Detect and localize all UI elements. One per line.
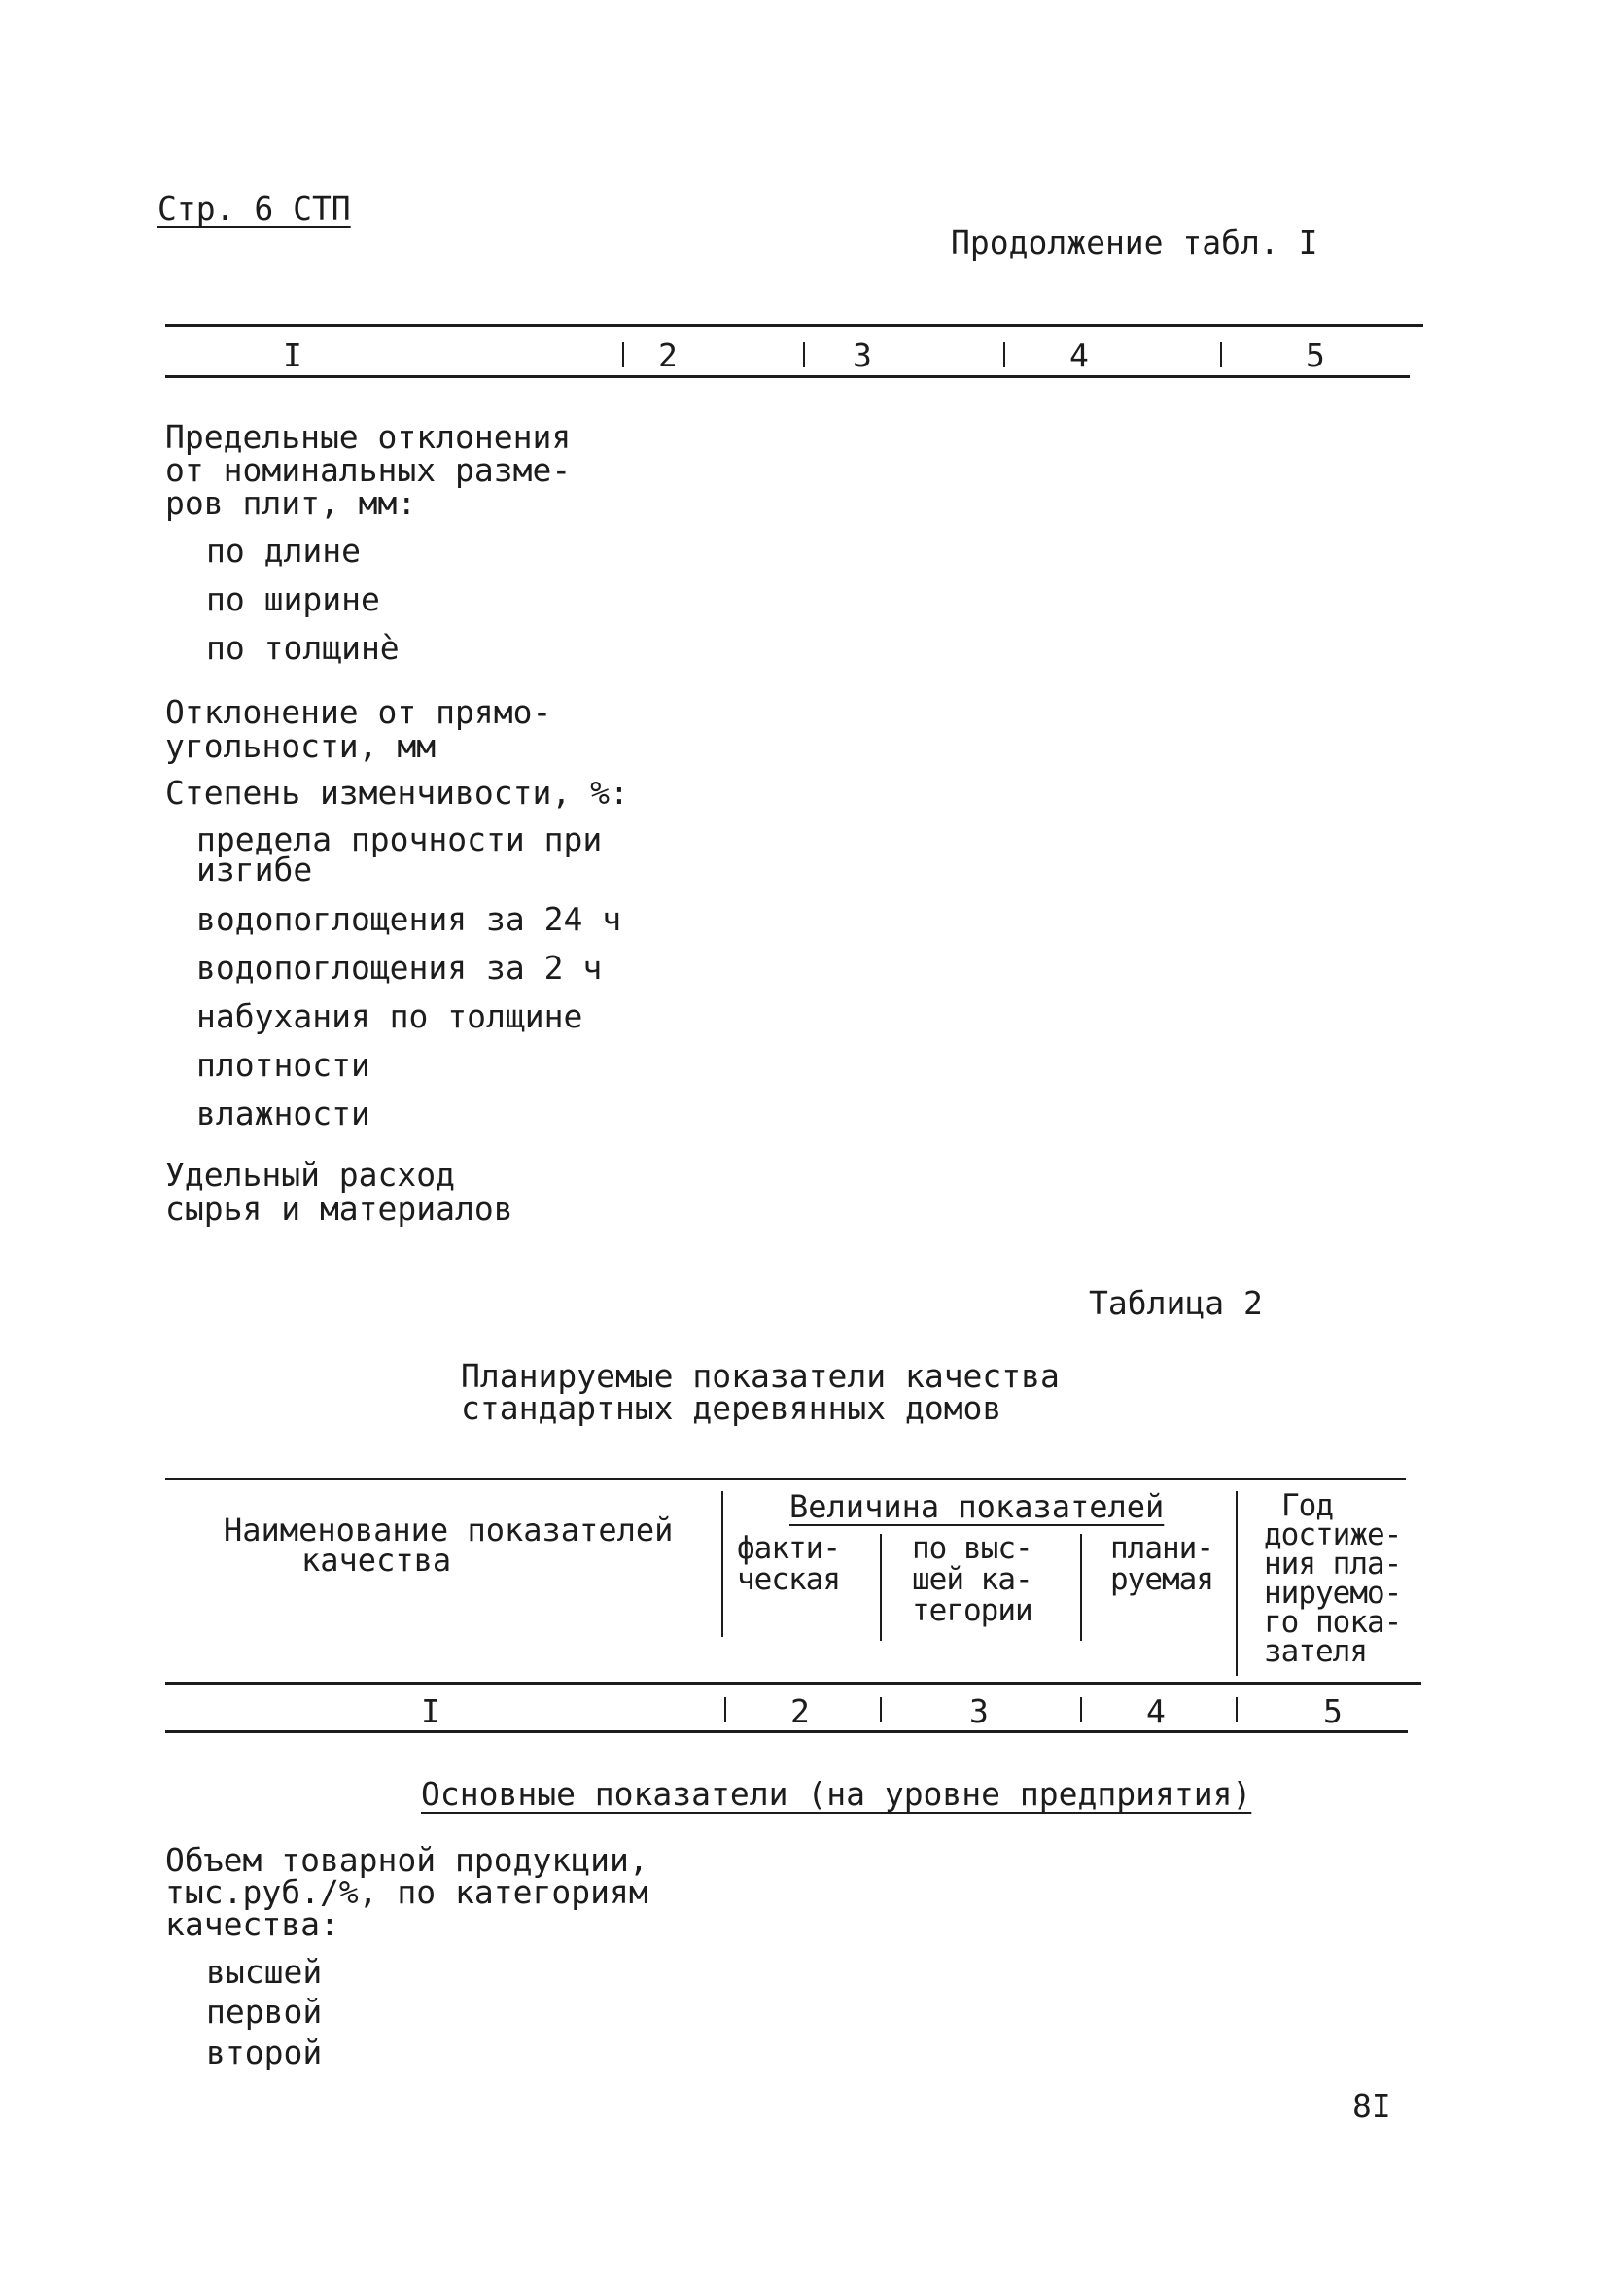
table1-row: ров плит, мм: — [165, 484, 417, 522]
table2-subheader-actual: факти- — [737, 1531, 840, 1566]
table2-label: Таблица 2 — [1089, 1284, 1263, 1322]
table1-colnum-3: 3 — [853, 336, 872, 374]
table1-row: набухания по толщине — [196, 997, 583, 1035]
page-reference: Стр. 6 СТП — [157, 190, 351, 227]
table1-row: изгибе — [196, 851, 313, 888]
table2-subheader-highest: шей ка- — [912, 1562, 1032, 1597]
table2-row: первой — [206, 1993, 323, 2031]
table2-row: Объем товарной продукции, — [165, 1841, 648, 1879]
table2-colnum-3: 3 — [969, 1692, 989, 1730]
table1-colnum-2: 2 — [658, 336, 678, 374]
table2-col-separator — [721, 1491, 723, 1637]
table2-top-rule — [165, 1478, 1406, 1480]
table-continuation-label: Продолжение табл. I — [951, 224, 1318, 261]
table2-col-separator — [1236, 1491, 1238, 1676]
table1-row: влажности — [196, 1095, 370, 1132]
table2-section-title: Основные показатели (на уровне предприятия) — [421, 1775, 1252, 1813]
table2-subheader-highest: тегории — [912, 1593, 1032, 1628]
page-number: 8I — [1352, 2087, 1391, 2125]
table2-col5-header: го пока- — [1264, 1605, 1402, 1640]
table2-col-separator — [1080, 1697, 1082, 1722]
table1-row: предела прочности при — [196, 820, 603, 858]
table1-colnum-1: I — [283, 336, 302, 374]
table2-subheader-highest: по выс- — [912, 1531, 1032, 1566]
table1-col-separator — [1003, 342, 1005, 367]
table2-title-line1: Планируемые показатели качества — [461, 1357, 1060, 1395]
table1-row: от номинальных разме- — [165, 451, 572, 489]
table1-row: водопоглощения за 2 ч — [196, 949, 603, 987]
table2-title-line2: стандартных деревянных домов — [461, 1389, 1002, 1427]
table1-colnum-4: 4 — [1069, 336, 1089, 374]
table2-col-separator — [880, 1697, 882, 1722]
table1-row: Удельный расход — [165, 1156, 456, 1194]
table2-col-separator — [724, 1697, 726, 1722]
table2-colnum-2: 2 — [790, 1692, 810, 1730]
table2-col-separator — [880, 1534, 882, 1641]
table1-row: по длине — [206, 532, 361, 570]
table2-col1-header: Наименование показателей — [224, 1512, 674, 1548]
table2-subheader-planned: плани- — [1110, 1531, 1213, 1566]
table2-subheader-planned: руемая — [1110, 1562, 1213, 1597]
table1-col-separator — [622, 342, 624, 367]
table1-row: Отклонение от прямо- — [165, 693, 552, 731]
table1-header-rule — [165, 375, 1410, 378]
table1-row: угольности, мм — [165, 727, 437, 765]
table2-row: высшей — [206, 1953, 323, 1991]
table1-row: по ширине — [206, 580, 380, 618]
table2-numbers-rule — [165, 1730, 1408, 1733]
table1-row: сырья и материалов — [165, 1190, 513, 1228]
table2-row: тыс.руб./%, по категориям — [165, 1873, 648, 1911]
table1-row: Степень изменчивости, %: — [165, 774, 629, 812]
table2-col5-header: нируемо- — [1264, 1576, 1402, 1611]
table1-col-separator — [803, 342, 805, 367]
table2-col5-header: достиже- — [1264, 1517, 1402, 1552]
table2-subheader-actual: ческая — [737, 1562, 840, 1597]
table2-row: второй — [206, 2034, 323, 2071]
table1-row: плотности — [196, 1046, 370, 1084]
table2-col5-header: зателя — [1264, 1634, 1367, 1669]
table1-row: по толщинѐ — [206, 629, 400, 667]
table2-col1-header: качества — [301, 1542, 452, 1579]
table2-col-separator — [1080, 1534, 1082, 1641]
table2-col5-header: ния пла- — [1264, 1547, 1402, 1582]
table2-header-rule — [165, 1682, 1421, 1685]
table2-colnum-5: 5 — [1323, 1692, 1343, 1730]
table2-row: качества: — [165, 1905, 339, 1943]
table2-group-header: Величина показателей — [789, 1488, 1165, 1525]
table2-col-separator — [1236, 1697, 1238, 1722]
table1-row: Предельные отклонения — [165, 418, 572, 456]
table1-row: водопоглощения за 24 ч — [196, 900, 622, 938]
table2-colnum-4: 4 — [1146, 1692, 1166, 1730]
table1-col-separator — [1220, 342, 1222, 367]
table2-colnum-1: I — [421, 1692, 440, 1730]
table1-colnum-5: 5 — [1306, 336, 1325, 374]
table1-top-rule — [165, 324, 1423, 327]
table2-col5-header: Год — [1281, 1488, 1333, 1523]
